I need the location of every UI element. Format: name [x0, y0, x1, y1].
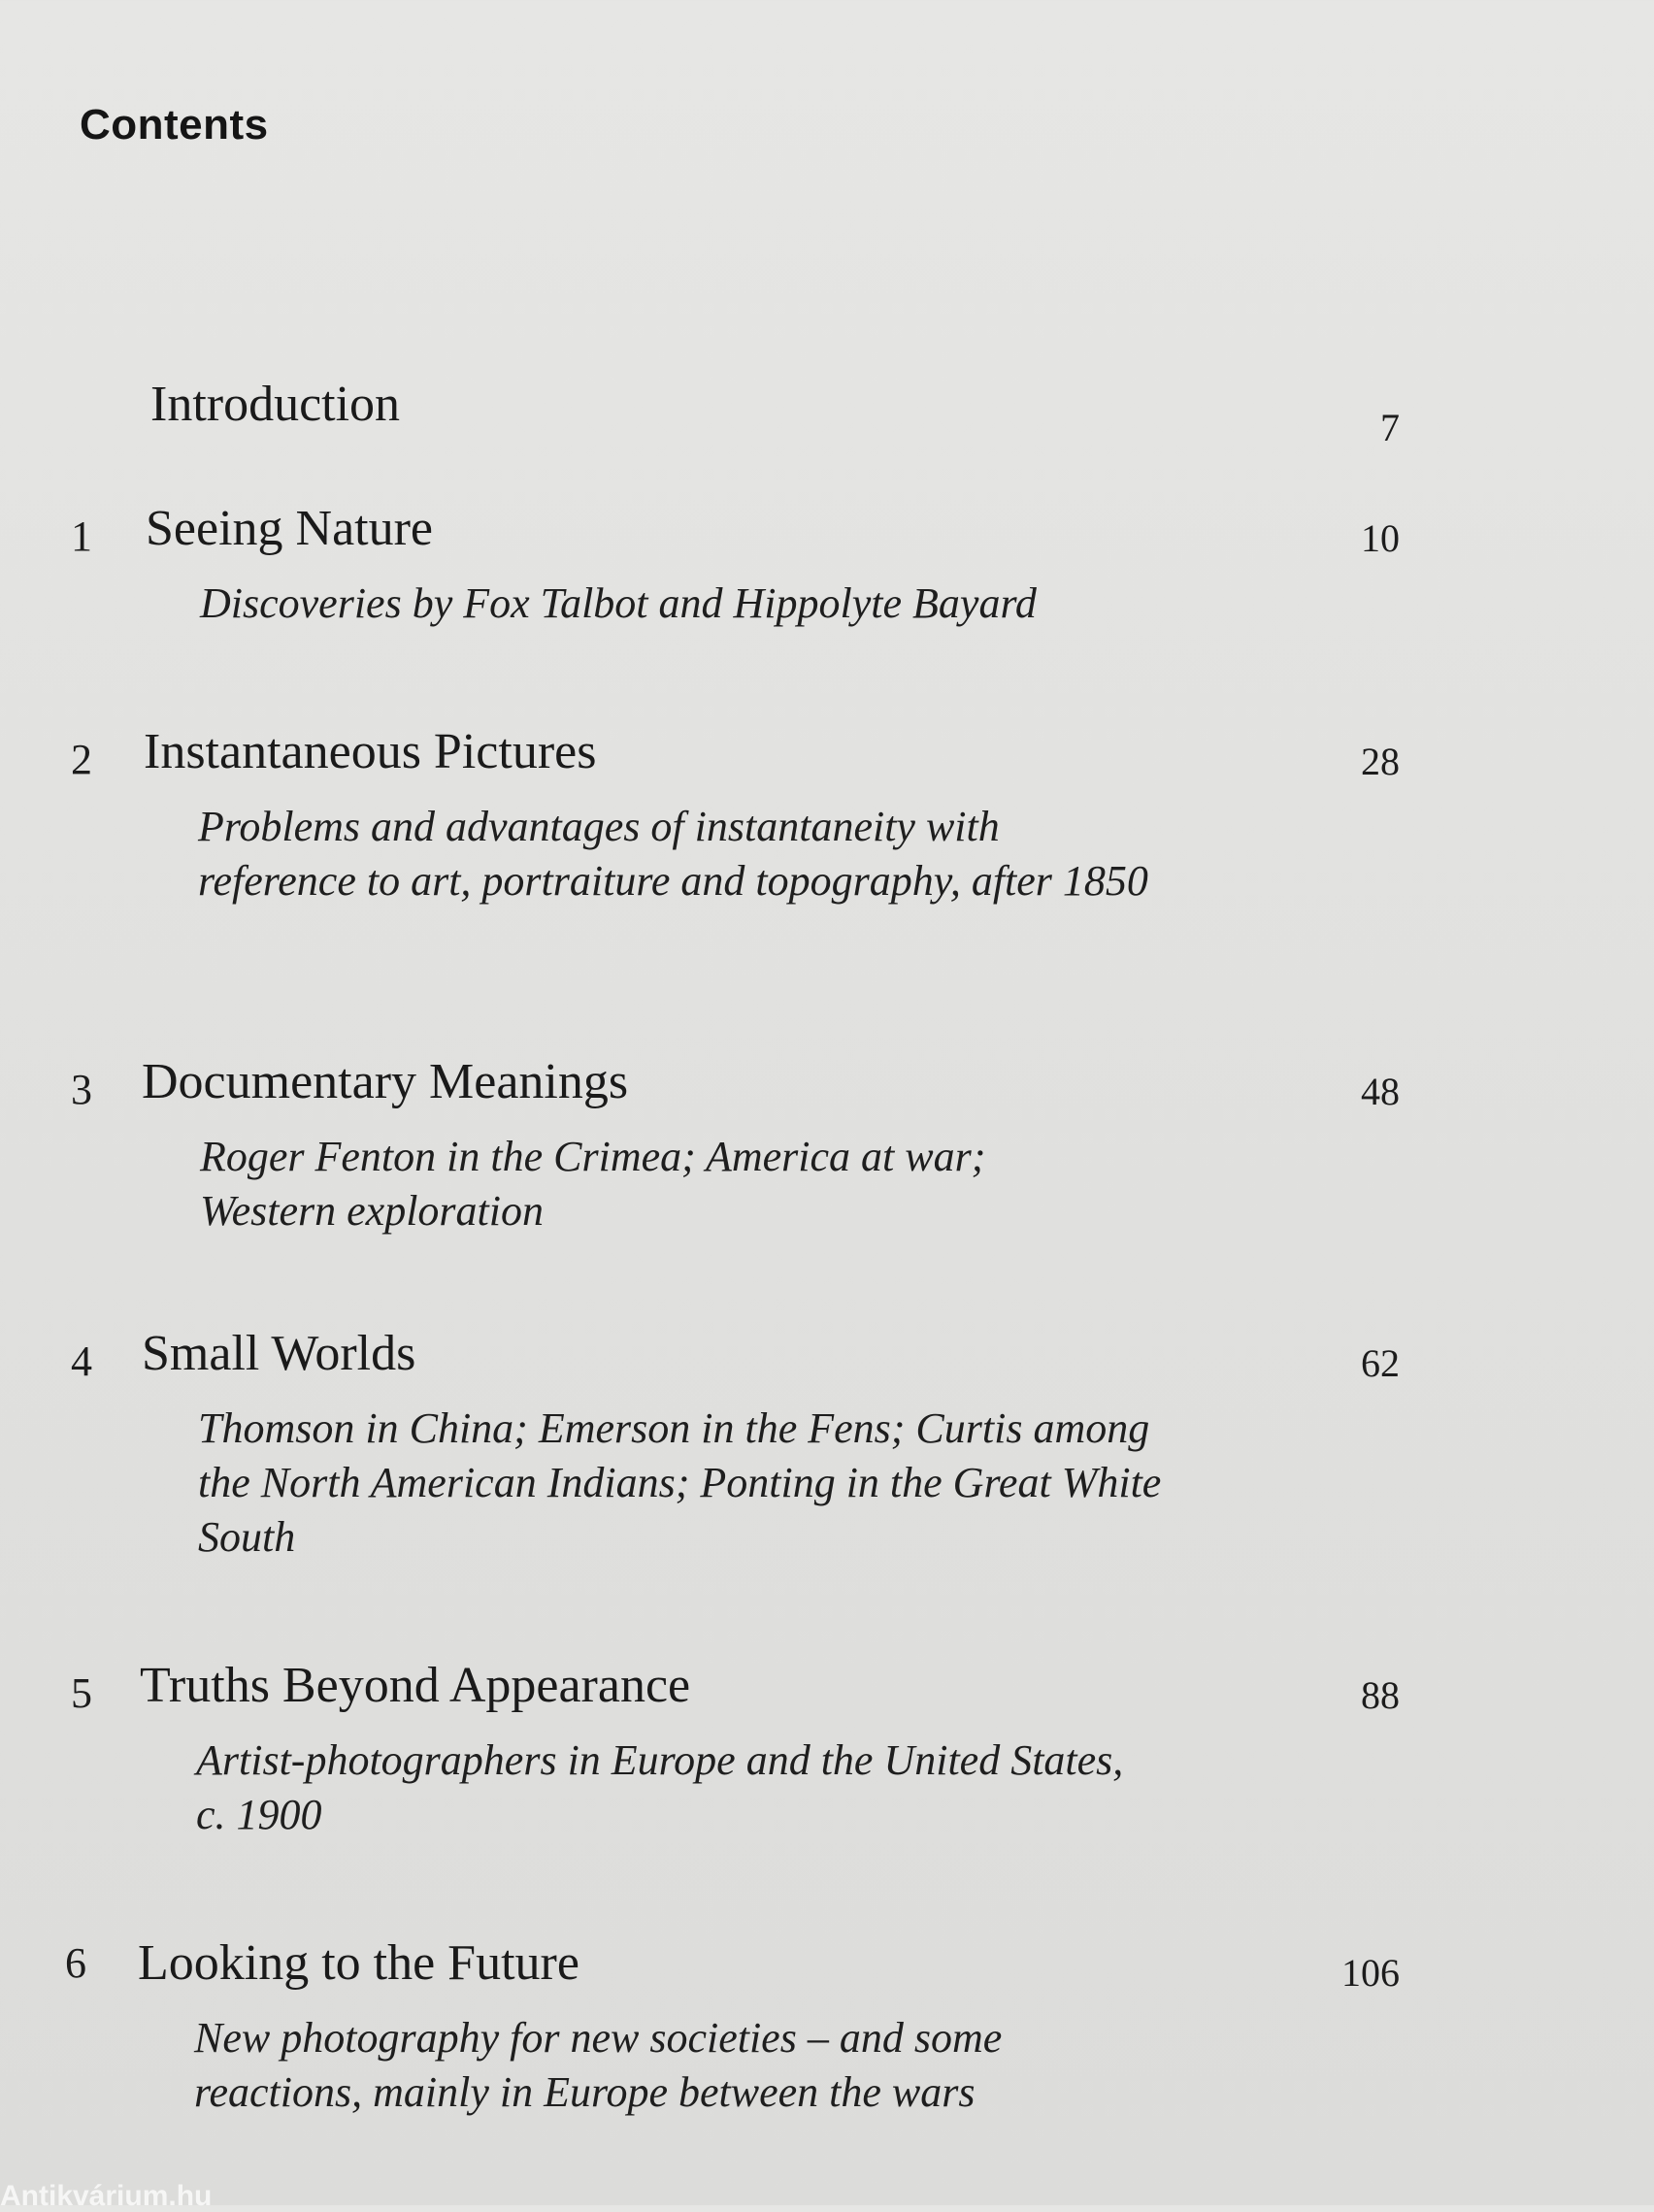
- chapter-title: Documentary Meanings: [142, 1054, 629, 1109]
- page-number: 88: [1361, 1673, 1400, 1717]
- chapter-number: 5: [71, 1669, 92, 1717]
- chapter-title: Seeing Nature: [146, 501, 434, 556]
- chapter-title: Truths Beyond Appearance: [140, 1658, 691, 1713]
- page-number: 28: [1361, 740, 1400, 783]
- page-number: 7: [1380, 406, 1400, 449]
- chapter-title: Instantaneous Pictures: [144, 724, 597, 779]
- chapter-subtitle: Discoveries by Fox Talbot and Hippolyte Bayard: [200, 579, 1037, 627]
- chapter-number: 4: [71, 1337, 92, 1385]
- chapter-number: 1: [71, 512, 92, 560]
- chapter-number: 2: [71, 736, 92, 783]
- page-number: 48: [1361, 1070, 1400, 1113]
- page-number: 62: [1361, 1341, 1400, 1385]
- chapter-title: Introduction: [150, 377, 401, 432]
- watermark: Antikvárium.hu: [0, 2180, 213, 2212]
- chapter-title: Small Worlds: [142, 1326, 416, 1381]
- page-number: 10: [1361, 516, 1400, 560]
- chapter-title: Looking to the Future: [138, 1935, 579, 1991]
- chapter-subtitle: New photography for new societies – and some reactions, mainly in Europe between the wars: [194, 2014, 1003, 2116]
- page-number: 106: [1341, 1951, 1400, 1995]
- chapter-subtitle: Artist-photographers in Europe and the United States, c. 1900: [196, 1736, 1124, 1838]
- chapter-subtitle: Thomson in China; Emerson in the Fens; Curtis among the North American Indians; Ponting in the Great White South: [198, 1404, 1162, 1561]
- chapter-subtitle: Roger Fenton in the Crimea; America at war; Western exploration: [200, 1133, 986, 1235]
- chapter-number: 3: [71, 1066, 92, 1113]
- page-title: Contents: [80, 101, 269, 149]
- chapter-number: 6: [65, 1939, 86, 1987]
- chapter-subtitle: Problems and advantages of instantaneity with reference to art, portraiture and topography, after 1850: [198, 803, 1148, 905]
